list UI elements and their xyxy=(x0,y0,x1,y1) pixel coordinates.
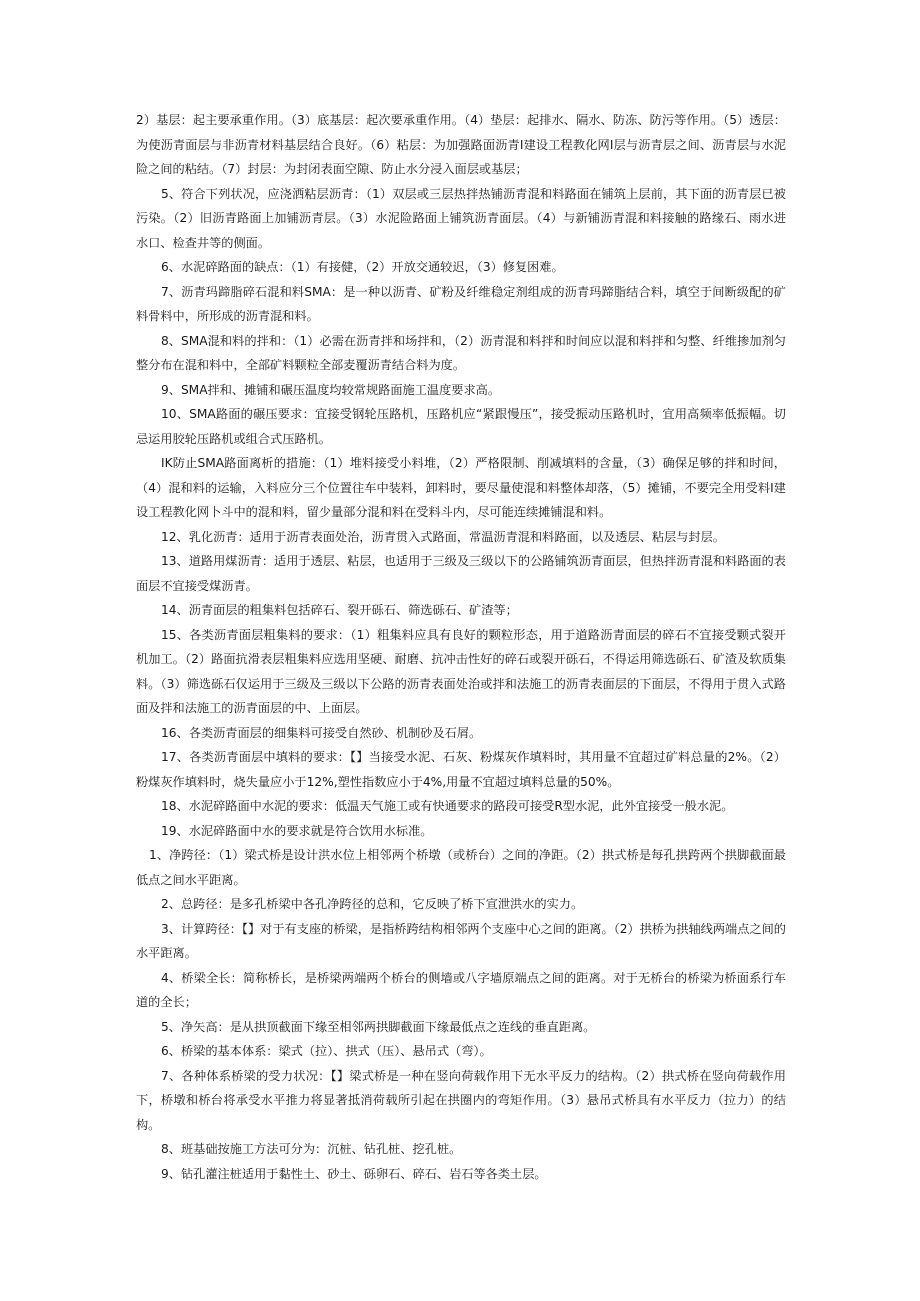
paragraph-bridge-3: 3、计算跨径：【】对于有支座的桥梁，是指桥跨结构相邻两个支座中心之间的距离。（2）拱桥为拱轴线两端点之间的水平距离。 xyxy=(136,921,786,960)
paragraph-item-5: 5、符合下列状况，应浇洒粘层沥青：（1）双层或三层热拌热铺沥青混和料路面在铺筑上层前，其下面的沥青层已被污染。（2）旧沥青路面上加铺沥青层。（3）水泥险路面上铺筑沥青面层。（4）与新铺沥青混和料接触的路缘石、雨水进水口、检查井等的侧面。 xyxy=(136,186,786,250)
paragraph-bridge-5: 5、净矢高：是从拱顶截面下缘至相邻两拱脚截面下缘最低点之连线的垂直距离。 xyxy=(161,1019,596,1034)
paragraph-item-16: 16、各类沥青面层的细集料可接受自然砂、机制砂及石屑。 xyxy=(161,725,482,740)
paragraph-base-layers: 2）基层：起主要承重作用。（3）底基层：起次要承重作用。（4）垫层：起排水、隔水、防冻、防污等作用。（5）透层：为使沥青面层与非沥青材料基层结合良好。（6）粘层：为加强路面沥青Ⅰ建设工程教化网Ⅰ层与沥青层之间、沥青层与水泥险之间的粘结。（7）封层：为封闭表面空隙、防止水分浸入面层或基层； xyxy=(136,113,786,176)
paragraph-bridge-1: 1、净跨径：（1）梁式桥是设计洪水位上相邻两个桥墩（或桥台）之间的净距。（2）拱式桥是每孔拱跨两个拱脚截面最低点之间水平距离。 xyxy=(136,848,786,887)
paragraph-item-8: 8、SMA混和料的拌和：（1）必需在沥青拌和场拌和，（2）沥青混和料拌和时间应以混和料拌和匀整、纤维掺加剂匀整分布在混和料中，全部矿料颗粒全部麦覆沥青结合料为度。 xyxy=(136,333,786,372)
paragraph-bridge-4: 4、桥梁全长：简称桥长，是桥梁两端两个桥台的侧墙或八字墙原端点之间的距离。对于无桥台的桥梁为桥面系行车道的全长； xyxy=(136,970,786,1009)
paragraph-item-7: 7、沥青玛蹄脂碎石混和料SMA：是一种以沥青、矿粉及纤维稳定剂组成的沥青玛蹄脂结合料，填空于间断级配的矿料骨料中，所形成的沥青混和料。 xyxy=(136,284,786,323)
paragraph-item-14: 14、沥青面层的粗集料包括碎石、裂开砾石、筛选砾石、矿渣等； xyxy=(161,603,518,617)
paragraph-bridge-8: 8、班基础按施工方法可分为：沉桩、钻孔桩、挖孔桩。 xyxy=(161,1142,462,1156)
paragraph-bridge-6: 6、桥梁的基本体系：梁式（拉）、拱式（压）、悬吊式（弯）。 xyxy=(161,1044,492,1058)
paragraph-item-11: IK防止SMA路面离析的措施：（1）堆料接受小料堆，（2）严格限制、削减填料的含量，（3）确保足够的拌和时间，（4）混和料的运输，入料应分三个位置往车中装料，卸料时，要尽量使混和料整体却落，（5）摊铺，不要完全用受料Ⅰ建设工程教化网卜斗中的混和料，留少量部分混和料在受料斗内，尽可能连续摊铺混和料。 xyxy=(136,456,786,519)
paragraph-item-10: 10、SMA路面的碾压要求：宜接受钢轮压路机，压路机应“紧跟慢压”，接受振动压路机时，宜用高频率低振幅。切忌运用胶轮压路机或组合式压路机。 xyxy=(136,407,786,446)
paragraph-bridge-2: 2、总跨径：是多孔桥梁中各孔净跨径的总和，它反映了桥下宣泄洪水的实力。 xyxy=(161,897,584,911)
paragraph-item-13: 13、道路用煤沥青：适用于透层、粘层，也适用于三级及三级以下的公路铺筑沥青面层，但热拌沥青混和料路面的表面层不宜接受煤沥青。 xyxy=(136,554,786,593)
paragraph-item-12: 12、乳化沥青：适用于沥青表面处治，沥青贯入式路面，常温沥青混和料路面，以及透层、粘层与封层。 xyxy=(161,529,725,544)
paragraph-item-15: 15、各类沥青面层粗集料的要求：（1）粗集料应具有良好的颗粒形态，用于道路沥青面层的碎石不宜接受颗式裂开机加工。（2）路面抗滑表层粗集料应选用坚硬、耐磨、抗冲击性好的碎石或裂开砾石，不得运用筛选砾石、矿渣及软质集料。（3）筛选砾石仅运用于三级及三级以下公路的沥青表面处治或拌和法施工的沥青表面层的下面层，不得用于贯入式路面及拌和法施工的沥青面层的中、上面层。 xyxy=(136,627,786,715)
paragraph-item-6: 6、水泥碎路面的缺点：（1）有接健，（2）开放交通较迟，（3）修复困难。 xyxy=(161,260,564,274)
paragraph-item-18: 18、水泥碎路面中水泥的要求：低温天气施工或有快通要求的路段可接受R型水泥，此外宜接受一般水泥。 xyxy=(161,799,734,813)
paragraph-item-17: 17、各类沥青面层中填料的要求：【】当接受水泥、石灰、粉煤灰作填料时，其用量不宜超过矿料总量的2%。（2）粉煤灰作填料时，烧失量应小于12%,塑性指数应小于4%,用量不宜超过填料总量的50%。 xyxy=(136,750,786,789)
document-page xyxy=(136,108,786,1186)
paragraph-bridge-7: 7、各种体系桥梁的受力状况：【】梁式桥是一种在竖向荷载作用下无水平反力的结构。（2）拱式桥在竖向荷载作用下，桥墩和桥台将承受水平推力将显著抵消荷载所引起在拱圈内的弯矩作用。（3）悬吊式桥具有水平反力（拉力）的结构。 xyxy=(136,1068,786,1132)
paragraph-item-9: 9、SMA拌和、摊铺和碾压温度均较常规路面施工温度要求高。 xyxy=(161,382,501,397)
paragraph-item-19: 19、水泥碎路面中水的要求就是符合饮用水标准。 xyxy=(161,823,433,838)
paragraph-bridge-9: 9、钻孔灌注桩适用于黏性土、砂土、砾卵石、碎石、岩石等各类土层。 xyxy=(161,1166,547,1181)
